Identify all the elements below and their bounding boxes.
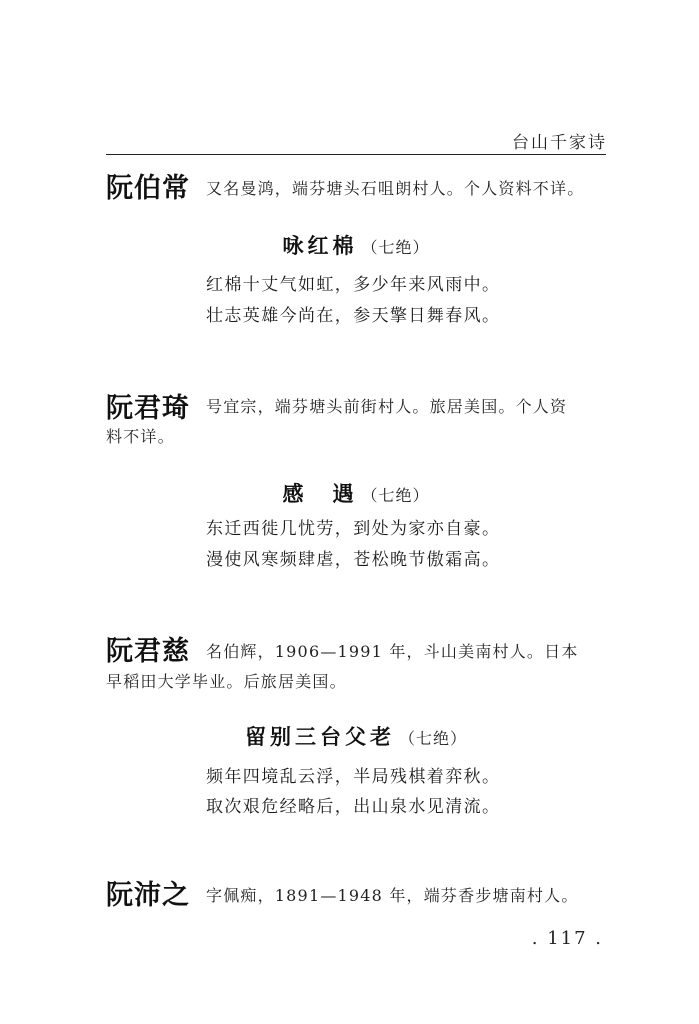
poem-form: （七绝）	[361, 238, 430, 257]
poem-title: 留别三台父老	[244, 725, 395, 749]
poem-line: 东迁西徙几忧劳，到处为家亦自豪。	[206, 519, 501, 539]
running-header-book-title: 台山千家诗	[512, 133, 607, 153]
poem-heading	[106, 478, 606, 508]
poem-line: 红棉十丈气如虹，多少年来风雨中。	[206, 275, 501, 295]
poem-title: 感 遇	[282, 482, 358, 506]
poet-bio-line: 料不详。	[106, 427, 175, 446]
poet-name: 阮伯常	[106, 173, 190, 204]
poet-bio-line: 字佩痴，1891—1948 年，端芬香步塘南村人。	[206, 886, 579, 905]
poem-line: 壮志英雄今尚在，参天擎日舞春风。	[206, 306, 501, 326]
poem-form: （七绝）	[398, 729, 467, 748]
poem-form: （七绝）	[361, 486, 430, 505]
poem-title: 咏红棉	[282, 234, 358, 258]
poem-line: 漫使风寒频肆虐，苍松晚节傲霜高。	[206, 550, 501, 570]
poet-name: 阮沛之	[106, 880, 190, 911]
poet-bio-line: 早稻田大学毕业。后旅居美国。	[106, 672, 347, 691]
poem-heading	[106, 230, 606, 260]
poet-name: 阮君慈	[106, 636, 190, 667]
poet-name: 阮君琦	[106, 393, 190, 424]
poet-bio-line: 号宜宗，端芬塘头前街村人。旅居美国。个人资	[206, 397, 568, 416]
poem-line: 取次艰危经略后，出山泉水见清流。	[206, 797, 501, 817]
header-rule	[106, 154, 606, 155]
poem-line: 频年四境乱云浮，半局残棋着弈秋。	[206, 767, 501, 787]
poem-heading	[106, 721, 606, 751]
poet-bio-line: 又名曼鸿，端芬塘头石咀朗村人。个人资料不详。	[206, 179, 585, 198]
page-number: . 117 .	[531, 928, 603, 949]
poet-bio-line: 名伯辉，1906—1991 年，斗山美南村人。日本	[206, 642, 579, 661]
